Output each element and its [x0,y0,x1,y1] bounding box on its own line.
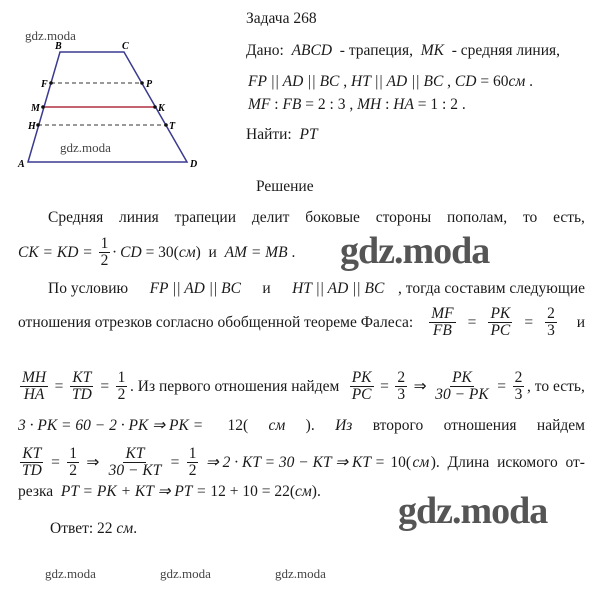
math-expression: см [268,416,286,434]
fraction-numerator: 1 [188,445,197,462]
fraction-denominator: TD [71,386,92,404]
body-line [48,280,585,298]
solution-heading: Решение [256,178,314,195]
math-expression: PT [299,126,318,143]
text-segment: = [520,313,537,331]
text-segment: отношения [443,416,517,434]
body-line [18,236,295,270]
text-segment: ). Длина искомого от- [430,453,585,471]
math-expression: MK [420,42,444,59]
math-expression: CD [454,73,477,90]
fraction-denominator: 30 − PK [435,386,489,404]
fraction-denominator: 2 [188,462,197,480]
fraction-numerator: 2 [397,369,406,386]
text-segment: то [522,209,538,226]
text-segment: ). [305,416,315,434]
math-expression: см [412,453,430,471]
math-expression: ⇒ 2 · KT = 30 − KT ⇒ KT = [201,454,389,472]
text-segment: = [96,377,113,395]
text-segment: . [133,520,138,537]
fraction [20,446,44,480]
text-segment: = [166,453,184,471]
text-segment: отношения отрезков согласно обобщенной теореме Фалеса: [18,313,421,331]
text-segment: , то есть, [527,377,585,395]
text-segment: По условию [48,280,136,297]
text-segment: : [381,96,394,113]
watermark: gdz.moda [275,566,326,581]
text-segment: = 1 : 2 . [413,96,466,113]
fraction-numerator: PK [351,369,372,386]
body-line [18,370,585,404]
fraction [545,306,557,340]
fraction-numerator: PK [490,305,511,322]
text-segment: , [339,73,352,90]
math-expression: см [178,243,196,261]
math-expression: · CD [112,243,142,261]
text-segment: = [47,453,64,471]
body-line [18,416,585,435]
fraction-denominator: PC [490,322,511,340]
text-segment: резка [18,482,61,500]
text-segment: - трапеция, [332,42,421,59]
text-segment: = 2 : 3 , [301,96,358,113]
watermark: gdz.moda [45,566,96,581]
body-line [48,209,585,227]
text-segment: : [270,96,283,113]
fraction [187,446,199,480]
text-segment: Ответ: 22 [50,520,117,537]
label-f: F [41,79,48,90]
math-expression: HA [393,96,414,113]
fraction-denominator: 30 − KT [108,462,162,480]
text-segment: ⇒ [82,454,104,472]
fraction-denominator: 3 [514,386,523,404]
fraction-numerator: MH [22,369,47,386]
text-segment: = [493,377,510,395]
text-segment: линия [119,209,159,226]
fraction-numerator: 2 [514,369,523,386]
math-expression: FP || AD || BC [248,73,340,90]
fraction-denominator: FB [432,322,452,340]
fraction-denominator: 2 [69,462,77,480]
text-segment: стороны [375,209,432,226]
body-line [18,446,585,480]
math-expression: FP || AD || BC [149,280,241,297]
fraction [429,306,455,340]
watermark: gdz.moda [340,230,490,272]
task-title: Задача 268 [246,10,317,27]
fraction-numerator: KT [72,369,92,386]
fraction-denominator: TD [22,462,42,480]
watermark: gdz.moda [160,566,211,581]
fraction-numerator: 1 [117,369,126,386]
math-expression: FB [282,96,302,113]
text-segment: = [50,377,68,395]
math-expression: см [508,73,526,90]
math-expression: AM = MB [224,243,288,261]
watermark: gdz.moda [60,140,111,155]
text-segment: ). [311,482,321,500]
text-segment: Найти: [246,126,300,143]
text-segment: Средняя [48,209,104,226]
label-a: A [18,159,25,170]
given-line [248,96,466,114]
text-segment: . Из первого отношения найдем [130,377,348,395]
text-segment: ⇒ [409,378,431,396]
given-line [246,126,318,144]
fraction [513,370,525,404]
math-expression: PT = PK + KT ⇒ PT = [60,483,211,500]
body-line [50,520,137,538]
text-segment: и [565,313,585,331]
fraction [116,370,128,404]
math-expression: MH [357,96,382,113]
text-segment: боковые [305,209,360,226]
text-segment: - средняя линия, [443,42,561,59]
text-segment: = [463,313,481,331]
math-expression: HT || AD || BC [292,280,385,297]
watermark: gdz.moda [398,490,548,532]
label-k: K [158,103,165,114]
label-d: D [190,159,198,170]
text-segment: ) и [195,243,225,261]
fraction [70,370,94,404]
text-segment: . [287,243,296,261]
fraction-numerator: PK [452,369,472,386]
text-segment: второго [372,416,424,434]
text-segment: и [254,280,279,297]
text-segment: 10( [390,453,412,471]
text-segment: есть, [553,209,585,226]
label-b: B [55,41,62,52]
math-expression: см [295,482,312,500]
fraction [99,236,111,270]
fraction [433,370,491,404]
fraction-numerator: MF [431,305,454,322]
text-segment: найдем [536,416,585,434]
text-segment: 12 + 10 = 22( [210,482,295,500]
fraction-denominator: 3 [397,386,406,404]
fraction [20,370,48,404]
text-segment: = [376,377,393,395]
text-segment: 12( [227,416,249,434]
text-segment: трапеции [174,209,237,226]
fraction [488,306,512,340]
text-segment: , тогда составим следующие [398,280,585,297]
fraction-denominator: 3 [547,322,555,340]
body-line [18,482,321,501]
label-h: H [28,121,36,132]
fraction [350,370,374,404]
math-expression: MF [248,96,271,113]
fraction [67,446,79,480]
body-line [18,306,585,340]
math-expression: Из [335,416,353,434]
text-segment: Дано: [246,42,292,59]
text-segment: пополам, [446,209,508,226]
fraction-numerator: 1 [69,445,77,462]
fraction-numerator: KT [125,445,145,462]
math-expression: 3 · PK = 60 − 2 · PK ⇒ PK = [18,417,208,434]
text-segment: = 30( [141,243,179,261]
fraction-numerator: KT [22,445,42,462]
fraction-denominator: 2 [117,386,126,404]
math-expression: см [116,520,134,537]
given-line [246,42,560,60]
text-segment: делит [251,209,290,226]
fraction [107,446,164,480]
fraction-denominator: PC [351,386,372,404]
fraction-denominator: HA [23,386,45,404]
math-expression: HT || AD || BC [351,73,444,90]
label-c: C [122,41,129,52]
math-expression: ABCD [291,42,333,59]
fraction [395,370,407,404]
fraction-numerator: 2 [547,305,555,322]
watermark: gdz.moda [25,28,76,43]
text-segment: . [525,73,533,90]
fraction-numerator: 1 [100,235,109,252]
given-line [248,73,533,91]
label-t: T [169,121,176,132]
label-m: M [31,103,40,114]
fraction-denominator: 2 [100,252,109,270]
label-p: P [146,79,153,90]
text-segment: = 60 [476,73,509,90]
text-segment: , [443,73,455,90]
math-expression: CK = KD = [18,243,97,261]
